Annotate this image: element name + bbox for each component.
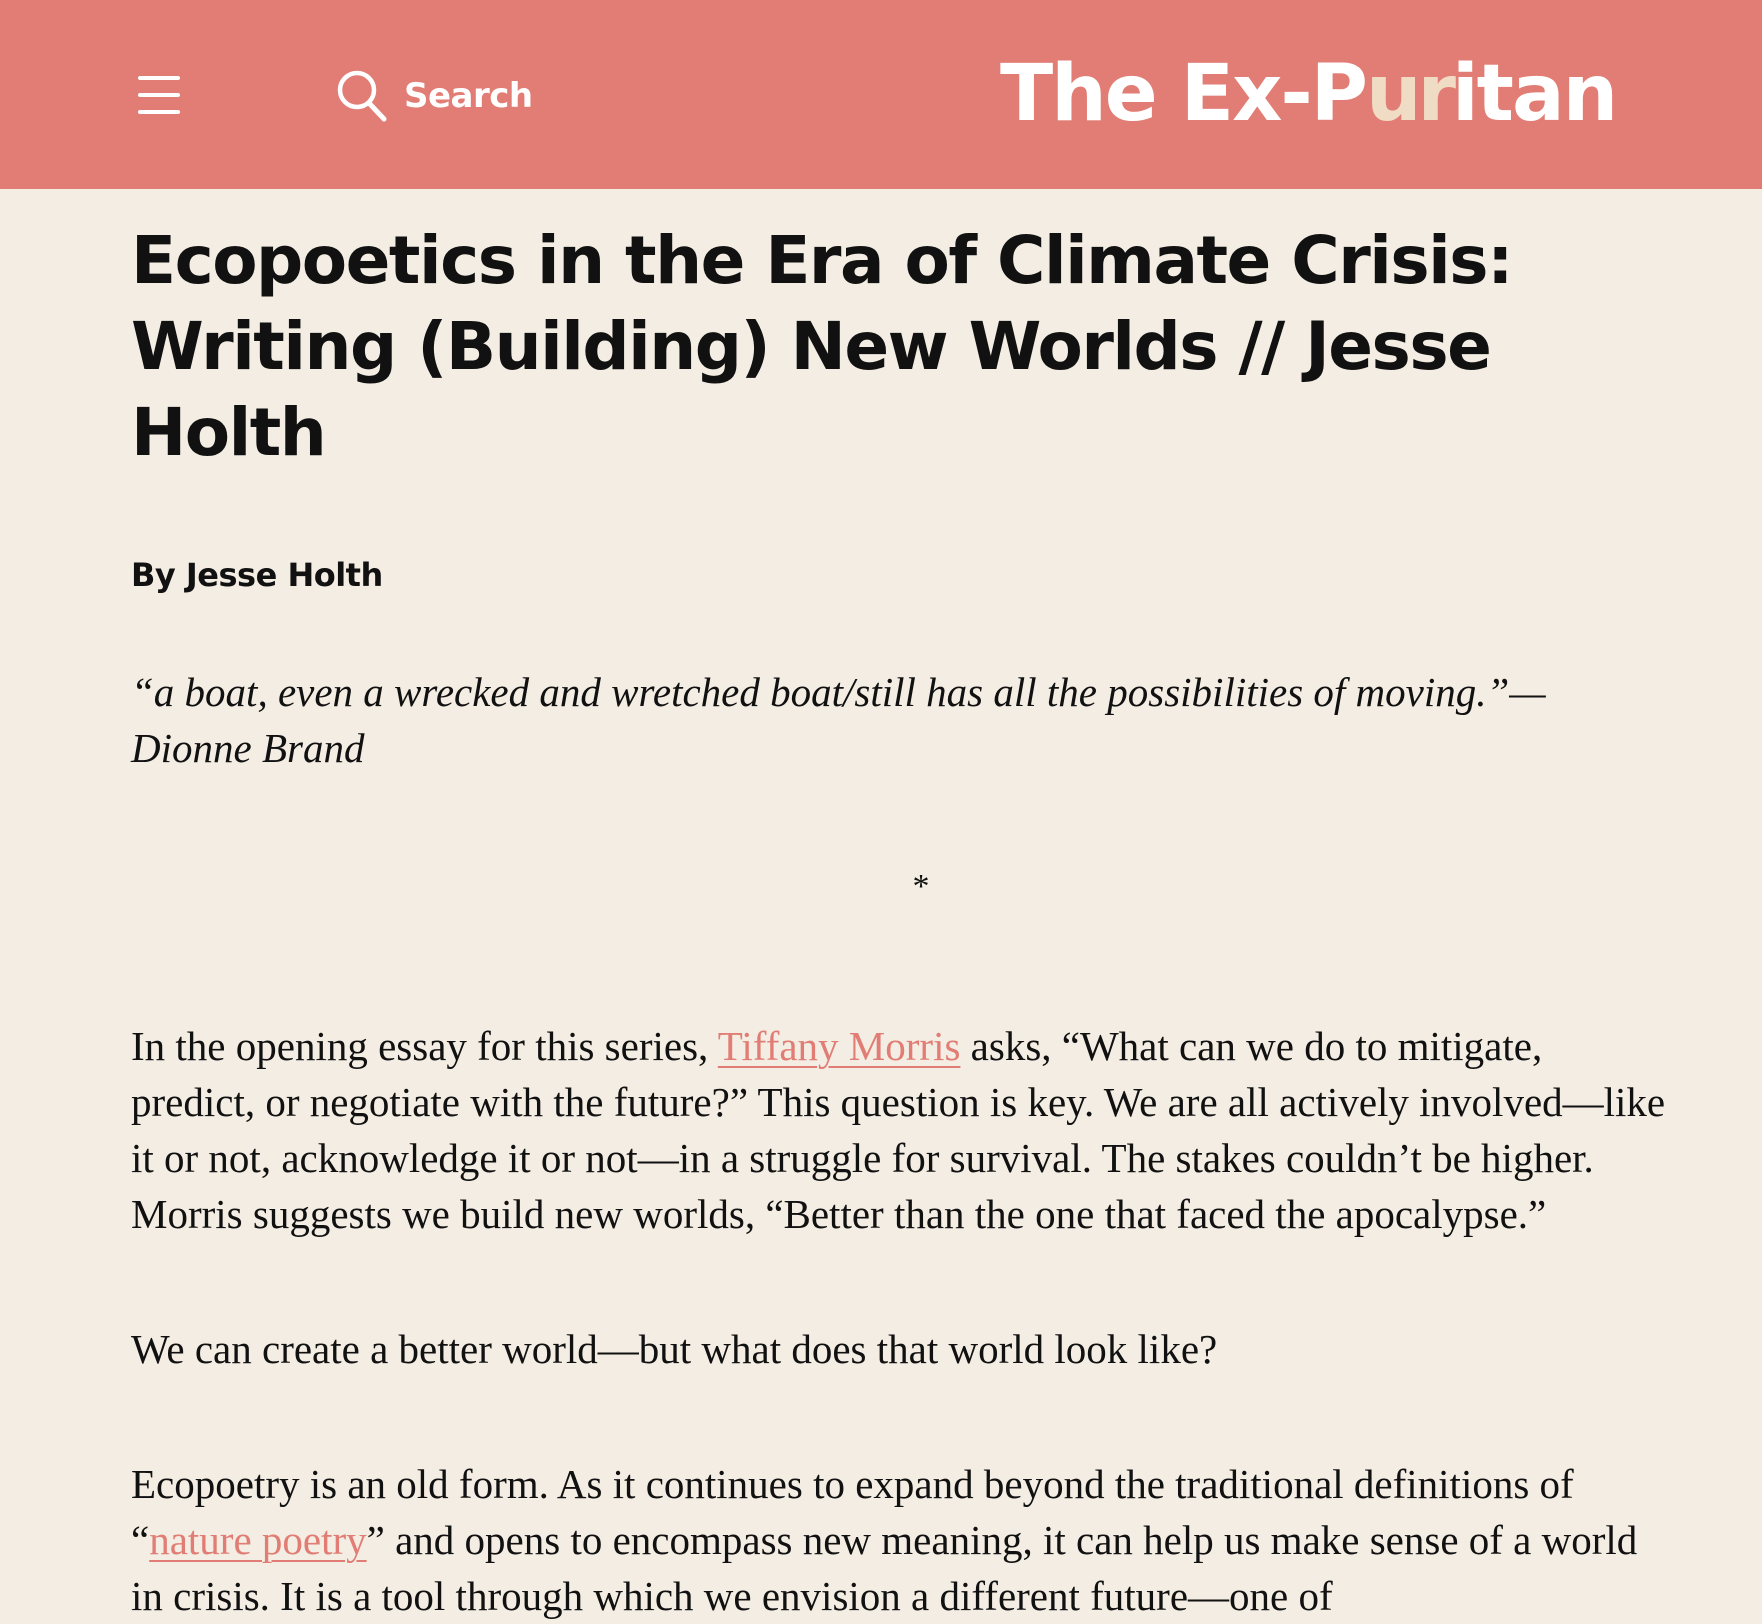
- site-logo[interactable]: [1000, 44, 1616, 144]
- hamburger-line-middle-icon: [138, 93, 180, 97]
- search-label: Search: [404, 76, 533, 116]
- logo-text-end: itan: [1451, 49, 1617, 139]
- logo-text-accent: ur: [1365, 49, 1452, 139]
- paragraph-3: [131, 1456, 1671, 1624]
- nature-poetry-link[interactable]: nature poetry: [149, 1517, 367, 1563]
- hamburger-line-bottom-icon: [138, 110, 180, 114]
- tiffany-morris-link[interactable]: Tiffany Morris: [717, 1023, 961, 1069]
- paragraph-1-text-start: In the opening essay for this series,: [131, 1023, 718, 1069]
- site-header: [0, 0, 1762, 189]
- page-title: Ecopoetics in the Era of Climate Crisis: Writing (Building) New Worlds // Jesse Holth: [131, 222, 1512, 471]
- article-byline: By Jesse Holth: [131, 556, 383, 594]
- section-divider: *: [912, 868, 930, 905]
- logo-text-start: The Ex-P: [1000, 49, 1366, 139]
- paragraph-3-text-end: ” and opens to encompass new meaning, it can help us make sense of a world in crisis. It is a tool through which we envision a different future—one of: [131, 1517, 1638, 1619]
- paragraph-1-text-end: asks, “What can we do to mitigate, predict, or negotiate with the future?” This question is key. We are all actively involved—like it or not, acknowledge it or not—in a struggle for survival. The stakes couldn’t be higher. Morris suggests we build new worlds, “Better than the one that faced the apocalypse.”: [131, 1023, 1666, 1237]
- hamburger-line-top-icon: [138, 76, 180, 80]
- menu-button[interactable]: [128, 65, 192, 125]
- epigraph-quote: “a boat, even a wrecked and wretched boat/still has all the possibilities of moving.”—Dionne Brand: [131, 669, 1546, 771]
- paragraph-1: [131, 1018, 1671, 1242]
- search-button[interactable]: [336, 64, 533, 128]
- search-icon: [336, 69, 388, 123]
- paragraph-3-text-start: Ecopoetry is an old form. As it continues to expand beyond the traditional definitions of “: [131, 1461, 1574, 1563]
- article-content: [131, 189, 1671, 1624]
- paragraph-2: We can create a better world—but what does that world look like?: [131, 1326, 1218, 1372]
